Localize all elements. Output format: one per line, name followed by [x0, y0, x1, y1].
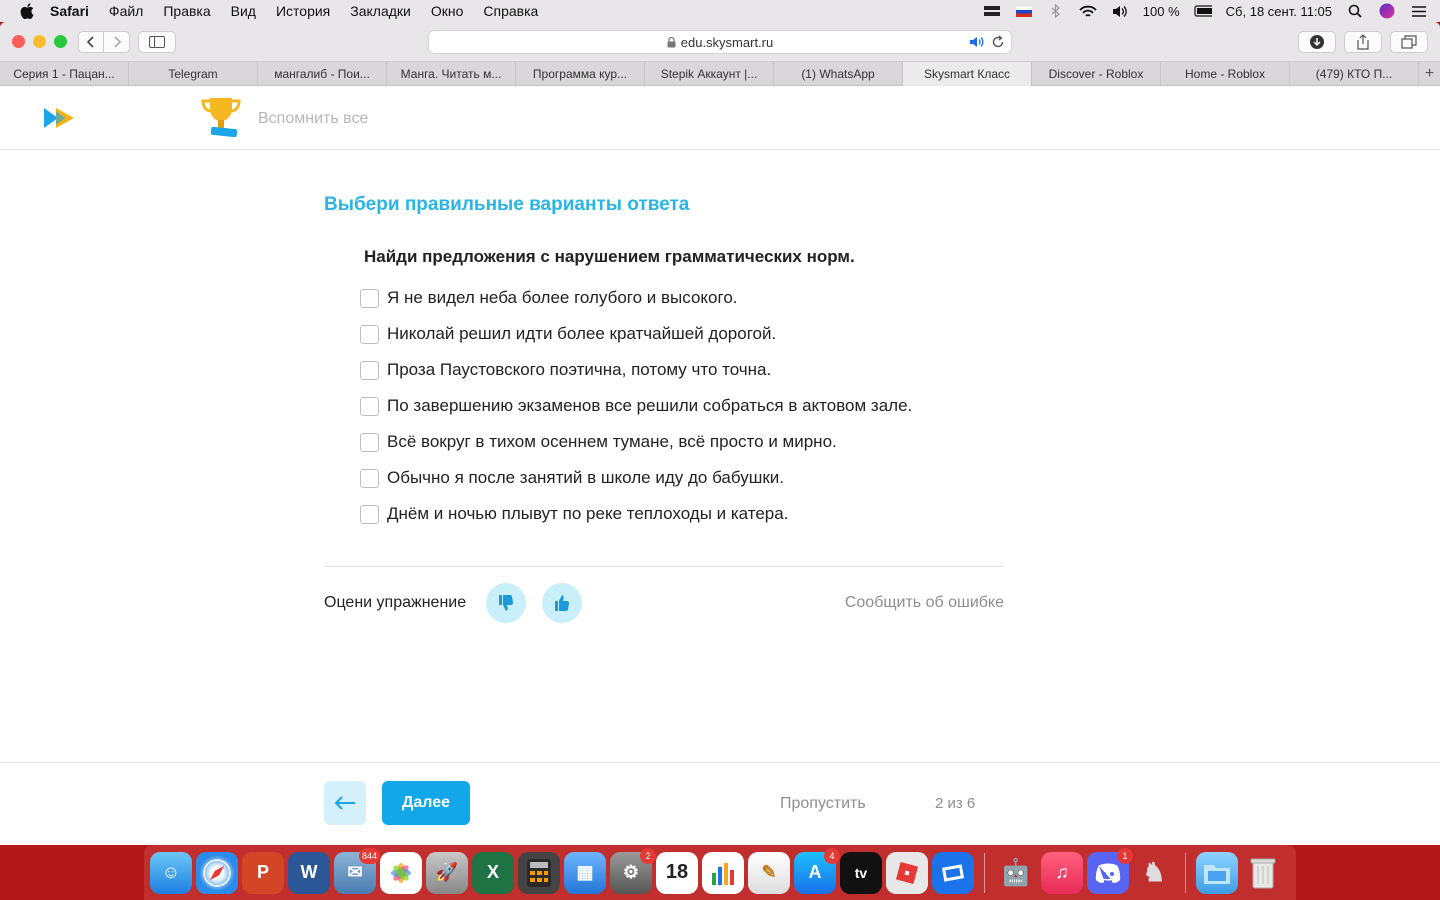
word-icon[interactable]: W	[288, 852, 330, 894]
tab[interactable]: Discover - Roblox	[1032, 62, 1161, 86]
discord-icon[interactable]	[1087, 852, 1129, 894]
back-nav-button[interactable]	[78, 31, 104, 53]
answer-option[interactable]	[360, 496, 912, 532]
question-text: Найди предложения с нарушением грамматических норм.	[364, 247, 855, 266]
calculator-icon[interactable]	[518, 852, 560, 894]
answer-checkbox[interactable]	[360, 361, 379, 380]
menu-edit[interactable]: Правка	[163, 3, 211, 19]
section-divider	[324, 566, 1004, 567]
tab[interactable]: Программа кур...	[516, 62, 645, 86]
app-store-icon[interactable]: A 4	[794, 852, 836, 894]
minimize-window-button[interactable]	[33, 35, 46, 48]
bluetooth-icon[interactable]	[1047, 4, 1065, 18]
menu-safari[interactable]: Safari	[50, 3, 89, 19]
volume-icon[interactable]	[1111, 4, 1129, 18]
battery-percent: 100 %	[1142, 3, 1180, 19]
answer-option-label: Я не видел неба более голубого и высокого.	[387, 288, 738, 307]
url-text: edu.skysmart.ru	[680, 34, 774, 50]
progress-counter: 2 из 6	[935, 795, 976, 812]
answer-option-label: Всё вокруг в тихом осеннем тумане, всё просто и мирно.	[387, 432, 837, 451]
answer-checkbox[interactable]	[360, 505, 379, 524]
answer-option-label: Николай решил идти более кратчайшей дорогой.	[387, 324, 777, 343]
answer-option[interactable]	[360, 316, 912, 352]
apple-tv-icon[interactable]: tv	[840, 852, 882, 894]
page-header	[0, 86, 1440, 150]
answer-checkbox[interactable]	[360, 289, 379, 308]
answer-option[interactable]	[360, 424, 912, 460]
tab[interactable]: (479) КТО П...	[1290, 62, 1419, 86]
skysmart-logo-icon[interactable]	[42, 106, 76, 135]
trash-icon[interactable]	[1242, 852, 1284, 894]
tab[interactable]: (1) WhatsApp	[774, 62, 903, 86]
pages-icon[interactable]: ✎	[748, 852, 790, 894]
answer-option[interactable]	[360, 280, 912, 316]
settings-badge: 2	[640, 848, 656, 864]
menu-help[interactable]: Справка	[483, 3, 539, 19]
address-bar[interactable]	[428, 30, 1012, 54]
sidebar-toggle-button[interactable]	[138, 31, 176, 53]
appstore-badge: 4	[824, 848, 840, 864]
system-preferences-icon[interactable]: ⚙ 2	[610, 852, 652, 894]
thumbs-down-icon	[496, 593, 516, 613]
page-subtitle: Вспомнить все	[258, 110, 369, 127]
rate-exercise-label: Оцени упражнение	[324, 594, 467, 611]
calendar-icon[interactable]: 18	[656, 852, 698, 894]
tab-active[interactable]: Skysmart Класс	[903, 62, 1032, 86]
roblox-studio-icon[interactable]	[932, 852, 974, 894]
new-tab-button[interactable]: +	[1424, 64, 1435, 82]
answer-checkbox[interactable]	[360, 397, 379, 416]
forward-nav-button[interactable]	[104, 31, 130, 53]
tab-audio-icon[interactable]	[969, 35, 985, 52]
window-controls	[12, 35, 67, 48]
tab[interactable]: мангалиб - Пои...	[258, 62, 387, 86]
finder-icon[interactable]: ☺	[150, 852, 192, 894]
menubar-clock[interactable]: Сб, 18 сент. 11:05	[1225, 3, 1332, 19]
previous-button[interactable]	[324, 781, 366, 825]
answer-option[interactable]	[360, 388, 912, 424]
answer-option-label: Проза Паустовского поэтична, потому что точна.	[387, 360, 772, 379]
answer-option[interactable]	[360, 352, 912, 388]
discord-badge: 1	[1117, 848, 1133, 864]
chess-icon[interactable]: ♞	[1142, 857, 1166, 887]
tab[interactable]: Манга. Читать м...	[387, 62, 516, 86]
answer-checkbox[interactable]	[360, 325, 379, 344]
tab[interactable]: Серия 1 - Пацан...	[0, 62, 129, 86]
macos-menubar	[0, 0, 1440, 22]
tab-bar	[0, 62, 1440, 86]
mail-icon[interactable]: ✉ 844	[334, 852, 376, 894]
menu-history[interactable]: История	[275, 3, 331, 19]
answer-checkbox[interactable]	[360, 469, 379, 488]
launchpad-icon[interactable]: 🚀	[426, 852, 468, 894]
thumbs-down-button[interactable]	[486, 583, 526, 623]
footer-divider	[0, 762, 1440, 763]
answer-option-label: Обычно я после занятий в школе иду до бабушки.	[387, 468, 785, 487]
dock-separator	[1185, 853, 1186, 893]
nav-buttons	[78, 31, 130, 53]
powerpoint-icon[interactable]: P	[242, 852, 284, 894]
music-icon[interactable]: ♫	[1041, 852, 1083, 894]
apple-menu-icon[interactable]	[20, 3, 36, 19]
downloads-folder-icon[interactable]	[1196, 852, 1238, 894]
notification-center-icon[interactable]	[1410, 4, 1428, 18]
answer-option-label: По завершению экзаменов все решили собраться в актовом зале.	[387, 396, 913, 415]
tab[interactable]: Home - Roblox	[1161, 62, 1290, 86]
menu-window[interactable]: Окно	[430, 3, 464, 19]
next-button[interactable]: Далее	[382, 781, 470, 825]
browser-toolbar	[0, 22, 1440, 62]
safari-window	[0, 22, 1440, 845]
menu-view[interactable]: Вид	[230, 3, 256, 19]
spotlight-search-icon[interactable]	[1346, 4, 1364, 18]
report-error-link[interactable]: Сообщить об ошибке	[844, 594, 1004, 611]
dock-separator	[984, 853, 985, 893]
mail-badge: 844	[359, 848, 380, 864]
trophy-icon	[200, 94, 244, 145]
close-window-button[interactable]	[12, 35, 25, 48]
task-title: Выбери правильные варианты ответа	[324, 194, 690, 215]
input-source-flag-icon[interactable]	[1015, 4, 1033, 18]
answer-option-label: Днём и ночью плывут по реке теплоходы и катера.	[387, 504, 789, 523]
battery-icon[interactable]	[1194, 4, 1212, 18]
skip-button[interactable]: Пропустить	[780, 795, 866, 812]
photos-icon[interactable]	[380, 852, 422, 894]
toolbar-right-buttons	[1298, 31, 1428, 53]
reload-icon[interactable]	[991, 35, 1005, 52]
wifi-icon[interactable]	[1079, 4, 1097, 18]
fullscreen-window-button[interactable]	[54, 35, 67, 48]
answer-option[interactable]	[360, 460, 912, 496]
arrow-left-icon	[334, 795, 356, 811]
answer-options	[360, 280, 912, 532]
answer-checkbox[interactable]	[360, 433, 379, 452]
share-button[interactable]	[1344, 31, 1382, 53]
tab-overview-button[interactable]	[1390, 31, 1428, 53]
page-content	[0, 86, 1440, 845]
keynote-icon[interactable]: ▦	[564, 852, 606, 894]
tab[interactable]: Telegram	[129, 62, 258, 86]
siri-icon[interactable]	[1378, 4, 1396, 18]
thumbs-up-icon	[552, 593, 572, 613]
roblox-player-icon[interactable]	[886, 852, 928, 894]
menu-bookmarks[interactable]: Закладки	[350, 3, 411, 19]
safari-icon[interactable]	[196, 852, 238, 894]
menu-file[interactable]: Файл	[108, 3, 144, 19]
tab[interactable]: Stepik Аккаунт |...	[645, 62, 774, 86]
android-icon[interactable]: 🤖	[999, 857, 1033, 887]
excel-icon[interactable]: X	[472, 852, 514, 894]
lock-icon	[667, 37, 676, 48]
downloads-button[interactable]	[1298, 31, 1336, 53]
macos-dock	[144, 845, 1296, 900]
numbers-icon[interactable]	[702, 852, 744, 894]
thumbs-up-button[interactable]	[542, 583, 582, 623]
menubar-app-icon[interactable]	[983, 4, 1001, 18]
